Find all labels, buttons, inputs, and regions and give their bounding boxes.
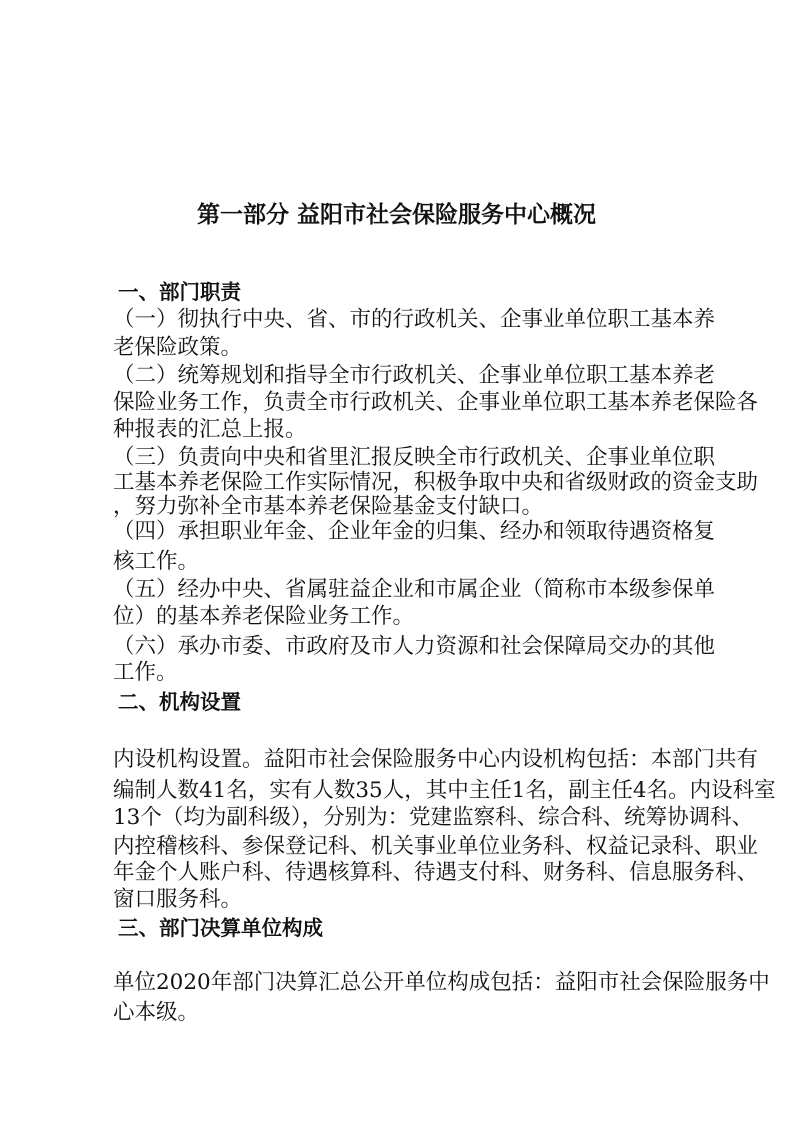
paragraph-line: 单位2020年部门决算汇总公开单位构成包括：益阳市社会保险服务中 [113,970,770,995]
paragraph-line: 内设机构设置。益阳市社会保险服务中心内设机构包括：本部门共有 [113,747,759,772]
paragraph-line: （二）统筹规划和指导全市行政机关、企事业单位职工基本养老 [113,363,716,388]
paragraph-line: 老保险政策。 [113,335,243,360]
section-heading-duties: 一、部门职责 [118,280,241,304]
paragraph-line: 编制人数41名，实有人数35人，其中主任1名，副主任4名。内设科室 [113,778,776,803]
paragraph-line: 内控稽核科、参保登记科、机关事业单位业务科、权益记录科、职业 [113,834,759,859]
paragraph-line: （三）负责向中央和省里汇报反映全市行政机关、企事业单位职 [113,445,716,470]
paragraph-line: 13个（均为副科级），分别为：党建监察科、综合科、统筹协调科、 [113,805,754,830]
page-title: 第一部分 益阳市社会保险服务中心概况 [196,202,596,228]
paragraph-line: 工作。 [113,660,178,685]
paragraph-line: （四）承担职业年金、企业年金的归集、经办和领取待遇资格复 [113,519,716,544]
section-heading-organization: 二、机构设置 [118,690,241,714]
paragraph-line: 心本级。 [113,1000,200,1025]
paragraph-line: 种报表的汇总上报。 [113,417,307,442]
paragraph-line: 工基本养老保险工作实际情况，积极争取中央和省级财政的资金支助 [113,470,759,495]
paragraph-line: （一）彻执行中央、省、市的行政机关、企事业单位职工基本养 [113,307,716,332]
paragraph-line: 窗口服务科。 [113,887,243,912]
paragraph-line: 核工作。 [113,549,200,574]
paragraph-line: （五）经办中央、省属驻益企业和市属企业（简称市本级参保单 [113,577,716,602]
paragraph-line: ，努力弥补全市基本养老保险基金支付缺口。 [113,494,544,519]
paragraph-line: 年金个人账户科、待遇核算科、待遇支付科、财务科、信息服务科、 [113,860,759,885]
paragraph-line: （六）承办市委、市政府及市人力资源和社会保障局交办的其他 [113,634,716,659]
section-heading-units: 三、部门决算单位构成 [118,916,323,940]
paragraph-line: 保险业务工作，负责全市行政机关、企事业单位职工基本养老保险各 [113,390,759,415]
paragraph-line: 位）的基本养老保险业务工作。 [113,604,415,629]
